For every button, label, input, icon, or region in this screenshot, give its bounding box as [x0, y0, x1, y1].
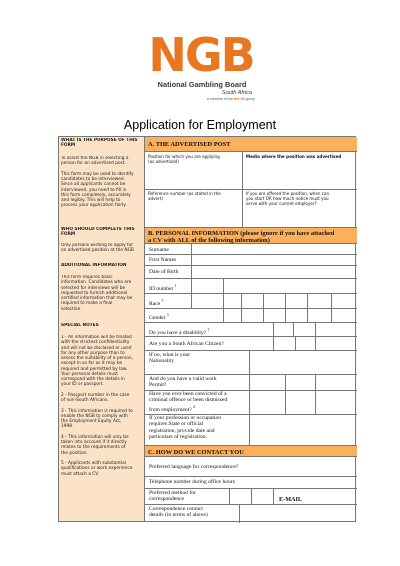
logo-text: NGB [148, 28, 254, 77]
page-title: Application for Employment [123, 118, 277, 132]
reference-field[interactable] [145, 203, 242, 227]
media-label: Media where the position was advertised [246, 154, 342, 159]
application-form [144, 136, 356, 522]
contact-details-field[interactable] [240, 504, 357, 523]
language-field[interactable] [280, 457, 357, 476]
nationality-label: If no, what is your Nationality [149, 352, 191, 365]
section-a-header: A. THE ADVERTISED POST [145, 137, 357, 152]
first-names-field[interactable] [192, 254, 357, 265]
id-number-field[interactable] [224, 278, 357, 293]
notes-heading: SPECIAL NOTES [61, 323, 99, 328]
first-names-label: First Names [149, 257, 177, 263]
gender-label: Gender $^3$ [149, 313, 169, 321]
ngb-logo [141, 27, 261, 77]
purpose-heading: WHAT IS THE PURPOSE OF THIS FORM [61, 138, 138, 149]
nationality-field[interactable] [250, 350, 357, 374]
position-field[interactable] [145, 167, 242, 189]
disability-label: Do you have a disability? $^3$ [149, 328, 210, 336]
dob-field[interactable] [192, 265, 357, 278]
dob-label: Date of Birth [149, 269, 179, 275]
work-permit-label: And do you have a valid work Permit? [149, 376, 217, 389]
contact-details-label: Correspondence contact details (in terms of above) [149, 506, 208, 519]
surname-field[interactable] [192, 244, 357, 254]
language-label: Preferred language for correspondence? [149, 464, 239, 470]
race-label: Race $^3$ [149, 299, 164, 307]
surname-label: Surname [149, 247, 169, 253]
registration-label: If your profession or occupation requires State or official registration, provide date and particulars of registration. [149, 415, 222, 441]
additional-text: This form requires basic information. Candidates who are selected for interviews will be requested to furnish additional certified information that may be required to make a final selection. [61, 275, 133, 312]
notice-label: If you are offered the position, when can you start OR how much notice must you serve with your current employer? [246, 191, 330, 206]
email-option[interactable]: E-MAIL [279, 496, 303, 503]
member-line: a member of the the dti group [206, 97, 255, 101]
id-number-label: ID number $^1$ [149, 284, 177, 292]
org-country: South Africa [221, 90, 252, 96]
sa-citizen-label: Are you a South African Citizen? [149, 341, 224, 347]
notice-field[interactable] [242, 209, 357, 227]
who-heading: WHO SHOULD COMPLETE THIS FORM [61, 227, 135, 238]
method-label: Preferred method for correspondence [149, 490, 196, 503]
additional-heading: ADDITIONAL INFORMATION [61, 263, 127, 268]
convicted-label: Have you ever been convicted of a criminal offence or been dismissed from employment? $^4$ [149, 391, 228, 413]
purpose-text: To assist the NGB in selecting a person for an advertised post. This form may be used to identify candidates to be interviewed. Since all applicants cannot be interviewed, you need to fill in this form completely, accurately and legibly. This will help to process your application fairly. [61, 156, 134, 209]
sidebar-instructions [58, 136, 144, 522]
org-name: National Gambling Board [157, 80, 247, 89]
section-c-header: C. HOW DO WE CONTACT YOU [145, 445, 357, 457]
telephone-label: Telephone number during office hours [149, 479, 235, 485]
telephone-field[interactable] [280, 476, 357, 488]
who-text: Only persons wishing to apply for an advertised position at the NGB [61, 243, 134, 254]
section-b-header: B. PERSONAL INFORMATION (please ignore if you have attached a CV with ALL of the following information) [145, 227, 357, 244]
registration-field[interactable] [250, 414, 357, 445]
position-label: Position for which you are applying (as advertised) [148, 154, 220, 164]
notes-text: 1 - All information will be treated with the strictest confidentiality and will not be disclosed or used for any other purpose than to assess the suitability of a person, except in so far as it may be required and permitted by law. Your personal details must correspond with the details in your ID or passport. 2 - Passport number in the case of non-South Africans. 3 - This information is required to enable the NGB to comply with the Employment Equity Act, 1998. 4 - This information will only be taken into account if it directly relates to the requirements of the position. 5 - Applicants with substantial qualifications or work experience must attach a CV. [61, 335, 133, 477]
media-field[interactable] [242, 167, 357, 189]
reference-label: Reference number (as stated in the advert) [148, 191, 221, 201]
